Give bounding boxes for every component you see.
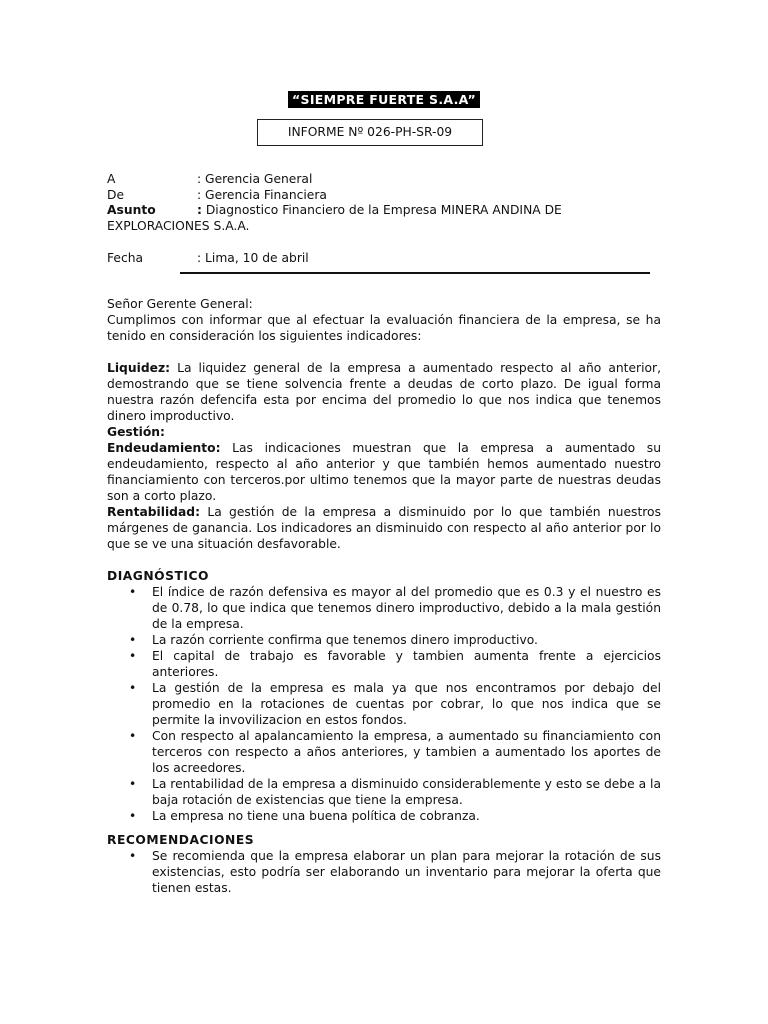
header-subject-colon: :: [197, 203, 202, 217]
liquidez-label: Liquidez:: [107, 361, 171, 375]
liquidez-text: La liquidez general de la empresa a aumentado respecto al año anterior, demostrando que se tiene solvencia frente a deudas de corto plazo. De igual forma nuestra razón defencifa esta por encima del promedio lo que nos indica que tenemos dinero improductivo.: [107, 361, 661, 423]
company-title-text: “SIEMPRE FUERTE S.A.A”: [288, 91, 480, 108]
rentabilidad-paragraph: [107, 504, 661, 552]
intro-paragraph: Cumplimos con informar que al efectuar la evaluación financiera de la empresa, se ha tenido en consideración los siguientes indicadores:: [107, 313, 661, 343]
letter-body: [107, 296, 661, 896]
list-item: • Se recomienda que la empresa elaborar un plan para mejorar la rotación de sus existencias, esto podría ser elaborando un inventario para mejorar la oferta que tienen estas.: [107, 848, 661, 896]
list-item: • El capital de trabajo es favorable y tambien aumenta frente a ejercicios anteriores.: [107, 648, 661, 680]
list-item: • La razón corriente confirma que tenemos dinero improductivo.: [107, 632, 661, 648]
liquidez-paragraph: [107, 360, 661, 424]
gestion-label: Gestión:: [107, 425, 165, 439]
header-to-row: [107, 171, 667, 187]
header-from-value: : Gerencia Financiera: [197, 188, 327, 202]
report-number: INFORME Nº 026-PH-SR-09: [287, 125, 453, 139]
endeudamiento-label: Endeudamiento:: [107, 441, 221, 455]
header-from-label: De: [107, 188, 125, 202]
header-date-row: [107, 250, 667, 266]
list-item: • La gestión de la empresa es mala ya que nos encontramos por debajo del promedio en la rotaciones de cuentas por cobrar, lo que nos indica que se permite la invovilizacion en estos fondos.: [107, 680, 661, 728]
header-to-value: : Gerencia General: [197, 172, 313, 186]
header-from-row: [107, 187, 667, 203]
gestion-heading: [107, 424, 661, 440]
header-subject-row: [107, 202, 577, 234]
header-subject-label: Asunto: [107, 203, 156, 217]
header-divider: [180, 272, 650, 274]
salutation: Señor Gerente General:: [107, 297, 253, 311]
list-item: • Con respecto al apalancamiento la empresa, a aumentado su financiamiento con terceros con respecto a años anteriores, y tambien a aumentado los aportes de los acreedores.: [107, 728, 661, 776]
rentabilidad-text: La gestión de la empresa a disminuido por lo que también nuestros márgenes de ganancia. Los indicadores an disminuido con respecto al año anterior por lo que se ve una situación desfavorable.: [107, 505, 661, 551]
recomendaciones-list: [107, 848, 661, 896]
header-to-label: A: [107, 172, 116, 186]
header-date-label: Fecha: [107, 251, 144, 265]
diagnostico-list: [107, 584, 661, 824]
header-subject-value: Diagnostico Financiero de la Empresa MINERA ANDINA DE EXPLORACIONES S.A.A.: [107, 203, 562, 233]
list-item: • La rentabilidad de la empresa a disminuido considerablemente y esto se debe a la baja rotación de existencias que tiene la empresa.: [107, 776, 661, 808]
endeudamiento-text: Las indicaciones muestran que la empresa a aumentado su endeudamiento, respecto al año anterior y que también hemos aumentado nuestro financiamiento con terceros.por ultimo tenemos que la mayor parte de nuestras deudas son a corto plazo.: [107, 441, 661, 503]
report-number-box: [257, 119, 483, 146]
diagnostico-title: DIAGNÓSTICO: [107, 569, 209, 583]
recomendaciones-title: RECOMENDACIONES: [107, 833, 255, 847]
list-item: • El índice de razón defensiva es mayor al del promedio que es 0.3 y el nuestro es de 0.78, lo que indica que tenemos dinero improductivo, debido a la mala gestión de la empresa.: [107, 584, 661, 632]
header-date-value: : Lima, 10 de abril: [197, 251, 309, 265]
rentabilidad-label: Rentabilidad:: [107, 505, 201, 519]
endeudamiento-paragraph: [107, 440, 661, 504]
company-title: [0, 92, 768, 108]
list-item: • La empresa no tiene una buena política de cobranza.: [107, 808, 661, 824]
